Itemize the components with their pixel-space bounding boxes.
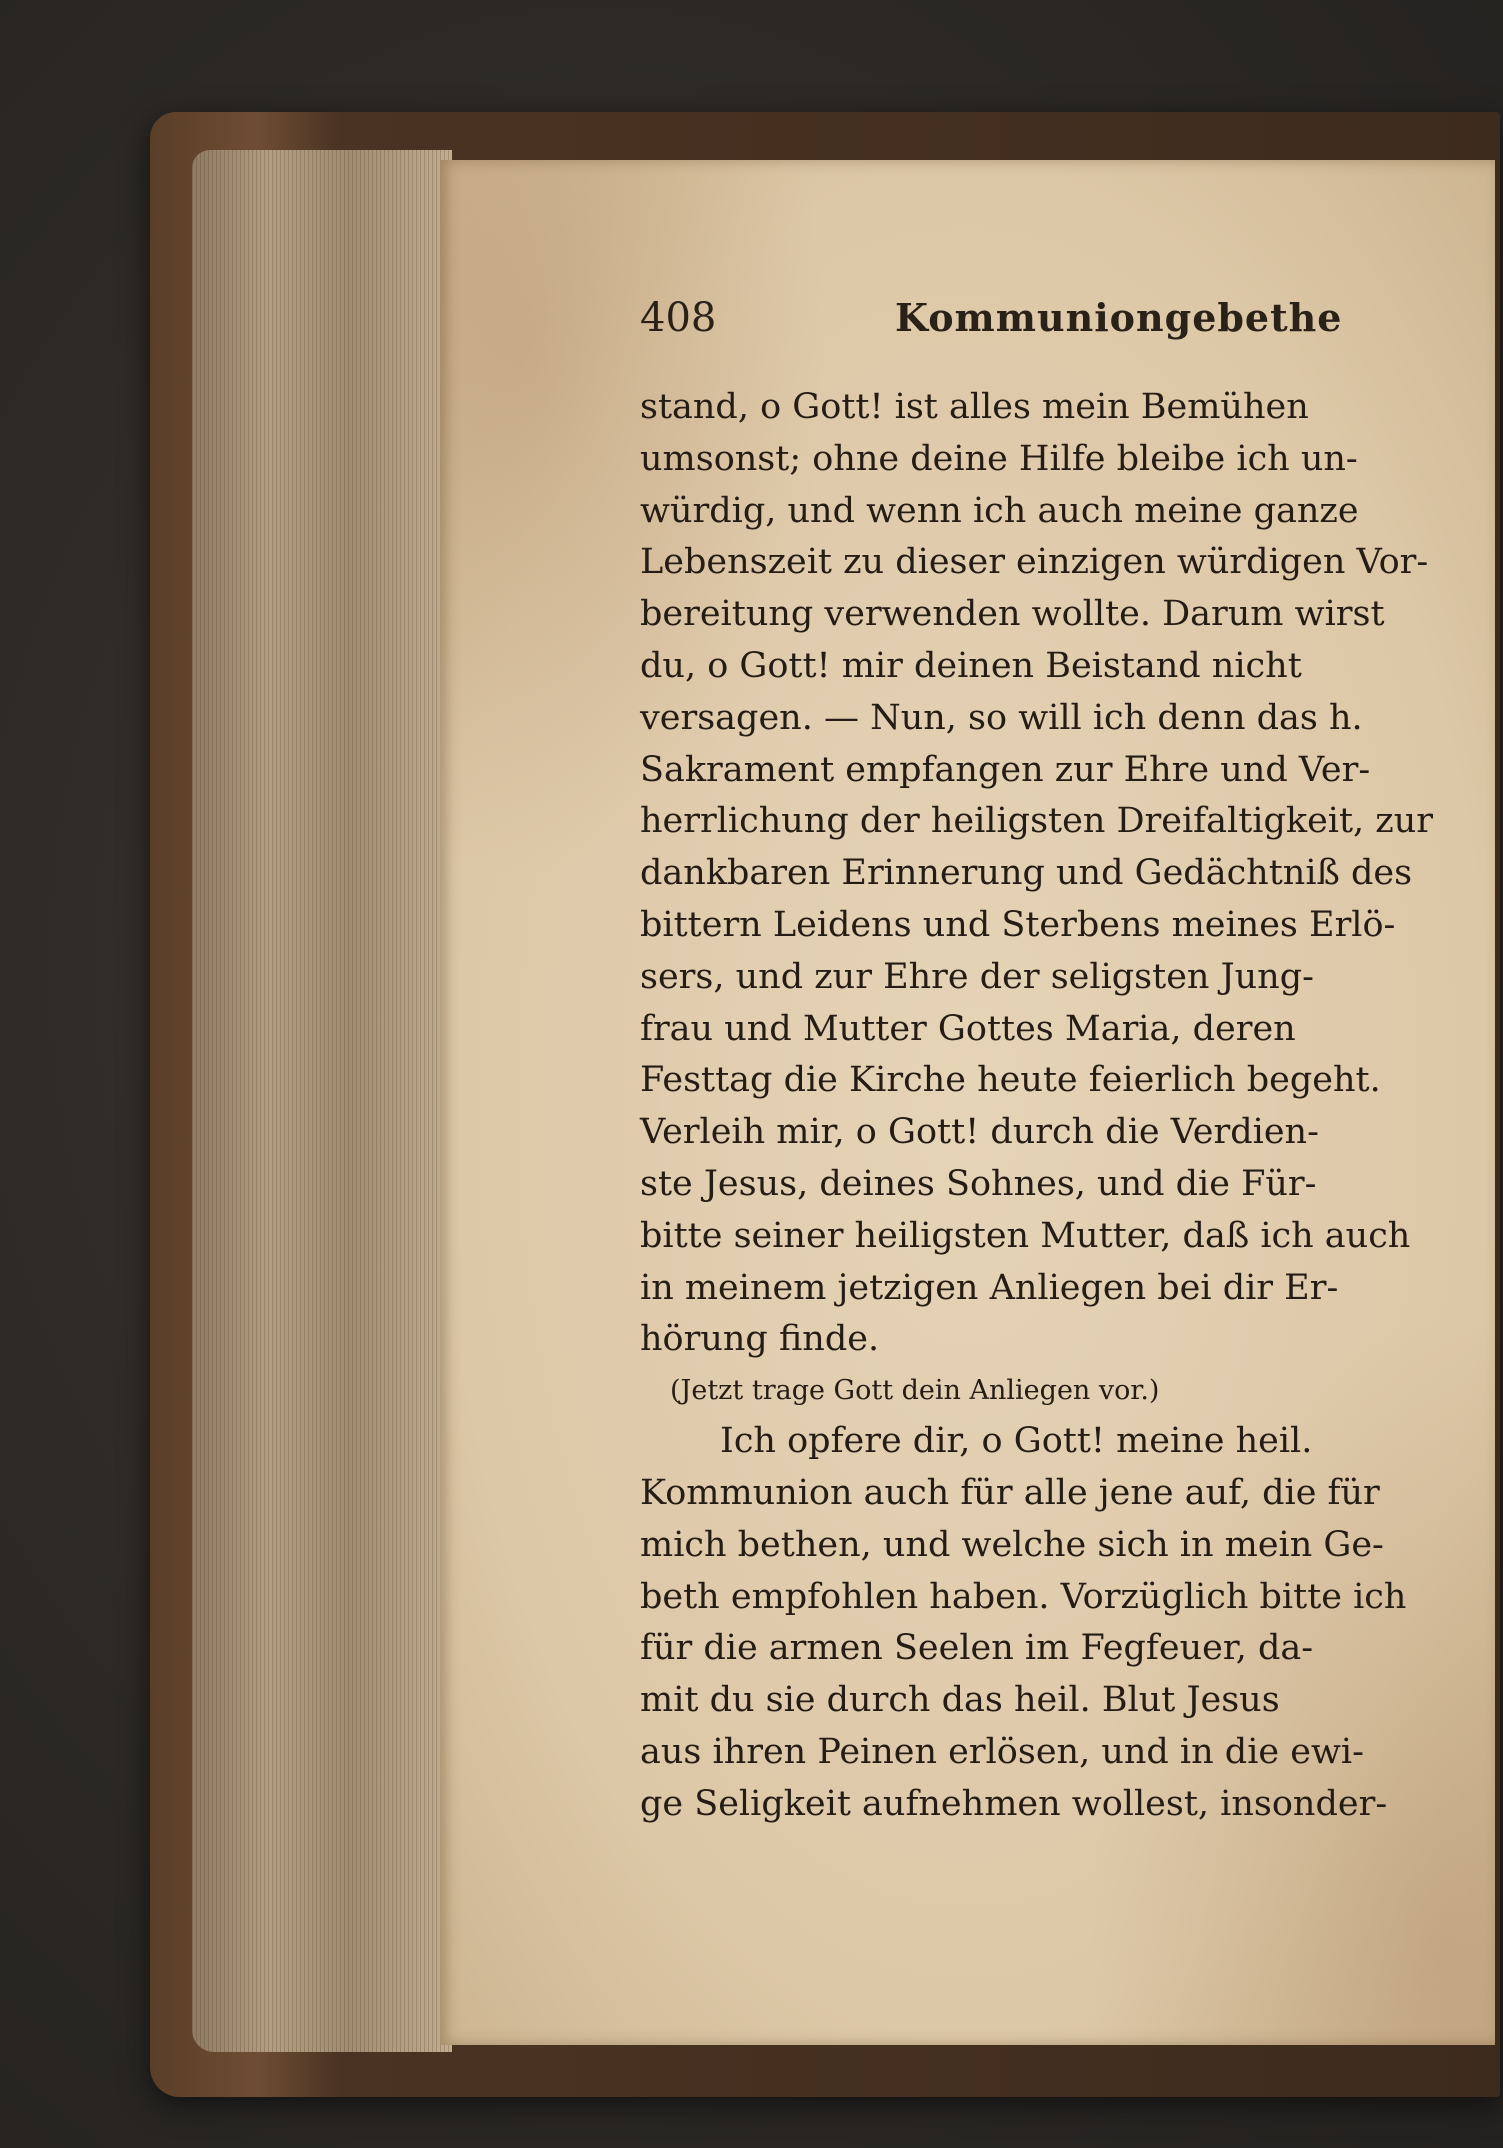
text-line: Kommunion auch für alle jene auf, die für — [640, 1472, 1380, 1513]
text-line: bitte seiner heiligsten Mutter, daß ich auch — [640, 1215, 1411, 1256]
text-line: in meinem jetzigen Anliegen bei dir Er- — [640, 1267, 1339, 1308]
text-line: ste Jesus, deines Sohnes, und die Für- — [640, 1163, 1317, 1204]
text-line: herrlichung der heiligsten Dreifaltigkeit, zur — [640, 801, 1434, 842]
text-line: hörung finde. — [640, 1319, 880, 1360]
text-line: mich bethen, und welche sich in mein Ge- — [640, 1524, 1384, 1565]
text-line: bereitung verwenden wollte. Darum wirst — [640, 594, 1385, 635]
text-line: mit du sie durch das heil. Blut Jesus — [640, 1680, 1280, 1721]
text-line: würdig, und wenn ich auch meine ganze — [640, 490, 1359, 531]
text-line: dankbaren Erinnerung und Gedächtniß des — [640, 853, 1413, 894]
running-head: Kommuniongebethe — [895, 295, 1343, 340]
page-header — [640, 295, 1503, 355]
text-line: Sakrament empfangen zur Ehre und Ver- — [640, 749, 1371, 790]
paragraph-1 — [640, 382, 1465, 1366]
body-text — [640, 382, 1465, 1831]
text-line: bittern Leidens und Sterbens meines Erlö- — [640, 904, 1396, 945]
book-page — [440, 160, 1495, 2045]
text-line: frau und Mutter Gottes Maria, deren — [640, 1008, 1296, 1049]
text-line: umsonst; ohne deine Hilfe bleibe ich un- — [640, 438, 1358, 479]
text-line: aus ihren Peinen erlösen, und in die ewi- — [640, 1731, 1364, 1772]
text-line: sers, und zur Ehre der seligsten Jung- — [640, 956, 1314, 997]
paragraph-2 — [640, 1416, 1465, 1830]
text-line: für die armen Seelen im Fegfeuer, da- — [640, 1628, 1314, 1669]
page-number: 408 — [640, 295, 717, 341]
text-line: stand, o Gott! ist alles mein Bemühen — [640, 387, 1309, 427]
text-line: beth empfohlen haben. Vorzüglich bitte ich — [640, 1576, 1407, 1617]
text-line: Festtag die Kirche heute feierlich begeht. — [640, 1060, 1381, 1101]
book-page-edges — [192, 150, 452, 2052]
text-line: Verleih mir, o Gott! durch die Verdien- — [640, 1112, 1319, 1153]
text-line: du, o Gott! mir deinen Beistand nicht — [640, 645, 1302, 686]
text-line: Lebenszeit zu dieser einzigen würdigen Vor- — [640, 542, 1429, 583]
text-line: Ich opfere dir, o Gott! meine heil. — [720, 1421, 1313, 1462]
text-line: ge Seligkeit aufnehmen wollest, insonder- — [640, 1783, 1388, 1824]
text-line: versagen. — Nun, so will ich denn das h. — [640, 697, 1363, 738]
instruction-note: (Jetzt trage Gott dein Anliegen vor.) — [670, 1375, 1160, 1407]
